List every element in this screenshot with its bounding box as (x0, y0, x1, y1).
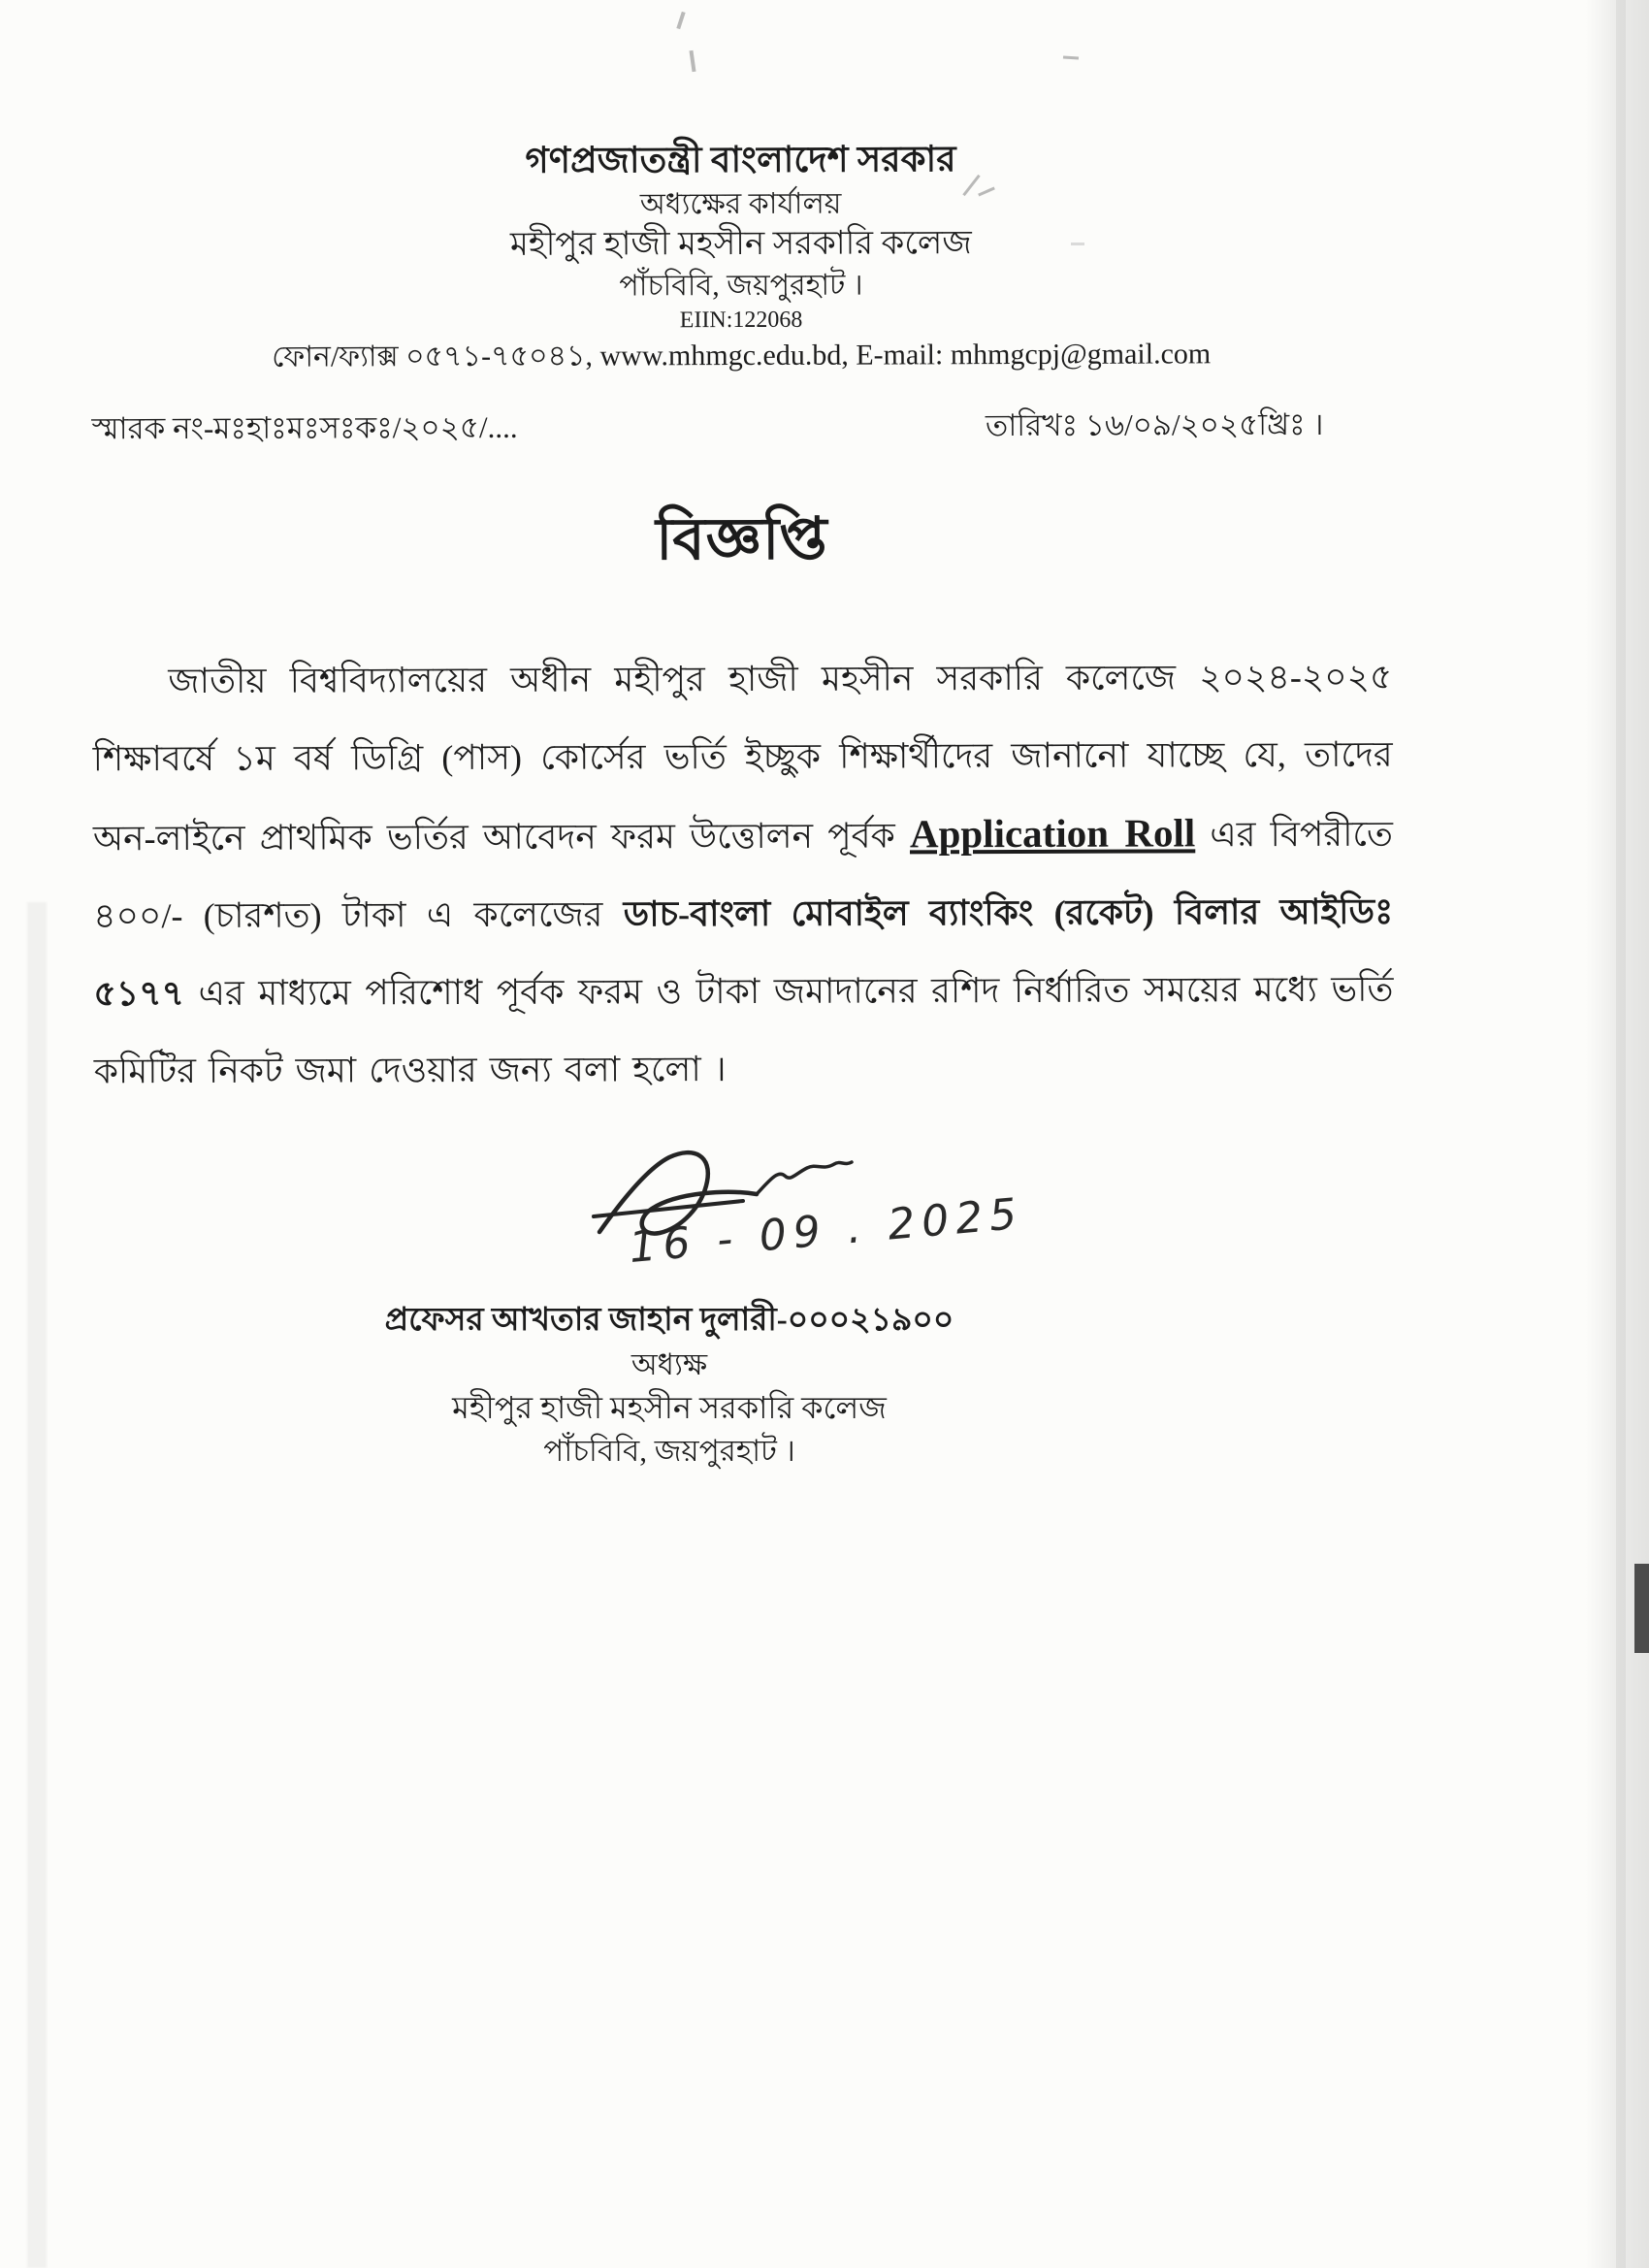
signer-name: প্রফেসর আখতার জাহান দুলারী-০০০২১৯০০ (384, 1303, 954, 1338)
handwritten-signature-icon (590, 1143, 890, 1254)
scan-edge-mark (1634, 1564, 1649, 1653)
scan-streak-right (1616, 0, 1626, 2268)
memo-row (91, 402, 1391, 457)
body-segment: জাতীয় বিশ্ববিদ্যালয়ের অধীন মহীপুর হাজী মহসীন সরকারি কলেজে ২০২৪-২০২৫ শিক্ষাবর্ষে ১ম বর্ষ ডিগ্রি (পাস) কোর্সের ভর্তি ইচ্ছুক শিক্ষার্থীদের জানানো যাচ্ছে যে, তাদের অন-লাইনে প্রাথমিক ভর্তির আবেদন ফরম উত্তোলন পূর্বক (92, 657, 1393, 859)
office-line: অধ্যক্ষের কার্যালয় (639, 187, 842, 221)
body-segment: ডাচ-বাংলা মোবাইল ব্যাংকিং (রকেট) বিলার আইডিঃ ৫১৭৭ (93, 891, 1394, 1014)
signer-designation: অধ্যক্ষ (630, 1346, 708, 1381)
signer-block (349, 1298, 989, 1473)
handwritten-date: 16 - 09 . 2025 (627, 1188, 1026, 1273)
letterhead (90, 136, 1391, 377)
notice-title: বিজ্ঞপ্তি (656, 506, 828, 572)
college-address-line: পাঁচবিবি, জয়পুরহাট । (619, 269, 863, 303)
signer-address: পাঁচবিবি, জয়পুরহাট । (543, 1434, 795, 1469)
letter-content (90, 0, 1394, 1145)
government-line: গণপ্রজাতন্ত্রী বাংলাদেশ সরকার (525, 140, 956, 181)
memo-number: স্মারক নং-মঃহাঃমঃসঃকঃ/২০২৫/.... (91, 409, 518, 446)
signer-college: মহীপুর হাজী মহসীন সরকারি কলেজ (452, 1389, 887, 1425)
scan-streak-left (27, 902, 47, 2268)
body-segment: এর বিপরীতে ৪০০/- (চারশত) টাকা এ কলেজের (93, 814, 1394, 936)
memo-date: তারিখঃ ১৬/০৯/২০২৫খ্রিঃ । (985, 407, 1324, 443)
body-segment: Application Roll (909, 810, 1196, 857)
notice-body (92, 638, 1394, 1111)
college-name-line: মহীপুর হাজী মহসীন সরকারি কলেজ (509, 225, 972, 264)
eiin-line: EIIN:122068 (679, 307, 803, 334)
contact-line: ফোন/ফ্যাক্স ০৫৭১-৭৫০৪১, www.mhmgc.edu.bd, E-mail: mhmgcpj@gmail.com (272, 337, 1212, 373)
body-segment: এর মাধ্যমে পরিশোধ পূর্বক ফরম ও টাকা জমাদানের রশিদ নির্ধারিত সময়ের মধ্যে ভর্তি কমিটির নিকট জমা দেওয়ার জন্য বলা হলো । (93, 969, 1394, 1091)
